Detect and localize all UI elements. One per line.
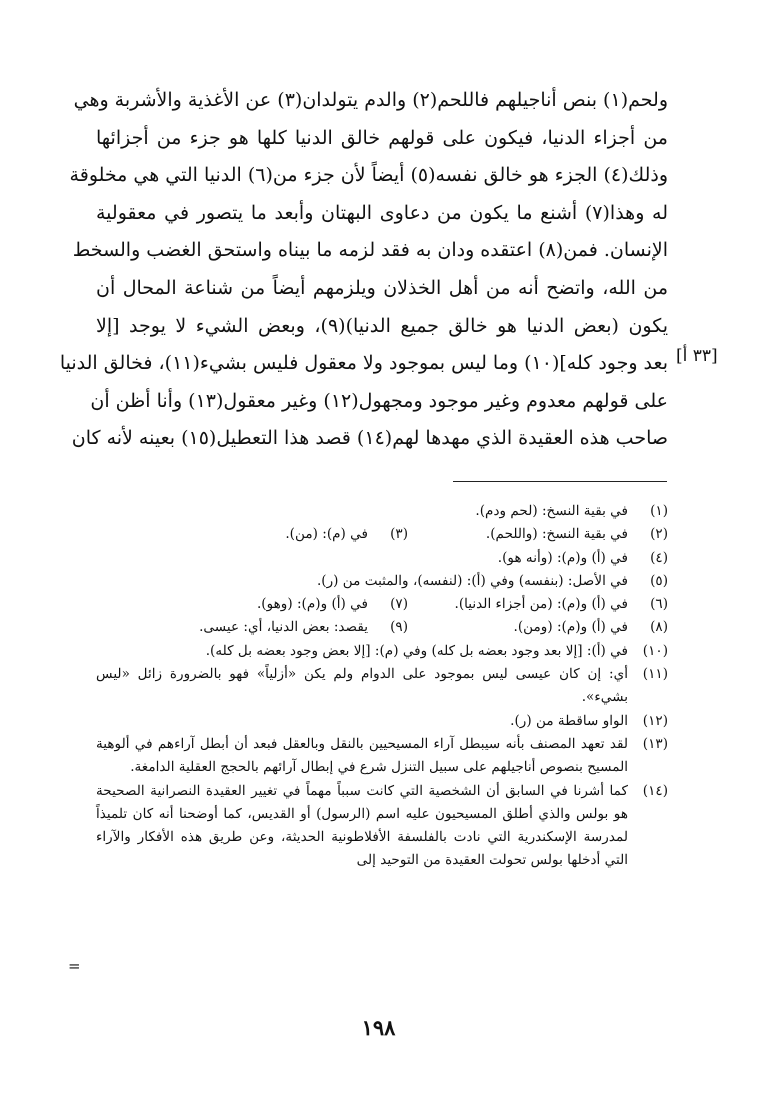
footnote-number: (١٢) [642,712,668,729]
footnote-14 [96,780,668,873]
footnotes-block [96,500,668,873]
footnote-row [96,523,668,546]
footnote-10 [96,640,668,663]
footnote-number: (٦) [650,596,668,613]
footnote-number: (٢) [650,526,668,543]
manuscript-folio-marker: [٣٣ أ] [676,346,718,366]
footnote-number: (٧) [390,596,408,613]
footnote-text: في (أ): [إلا بعد وجود بعضه بل كله) وفي (م): [إلا بعض وجود بعضه بل كله). [205,642,628,659]
text-line: يكون (بعض الدنيا هو خالق جميع الدنيا)(٩)، وبعض الشيء لا يوجد [إلا [96,314,668,337]
footnote-13 [96,733,668,780]
footnote-text: في (م): (من). [285,526,368,543]
footnote-number: (٥) [650,572,668,589]
text-line: من الله، واتضح أنه من أهل الخذلان ويلزمهم أيضاً من شناعة المحال أن [96,276,668,299]
text-line: ولحم(١) بنص أناجيلهم فاللحم(٢) والدم يتولدان(٣) عن الأغذية والأشربة وهي [73,89,668,111]
text-line: الإنسان. فمن(٨) اعتقده ودان به فقد لزمه ما بيناه واستحق الغضب والسخط [72,239,668,262]
footnote-separator [453,481,667,482]
text-line: صاحب هذه العقيدة الذي مهدها لهم(١٤) قصد هذا التعطيل(١٥) بعينه لأنه كان [71,427,668,450]
text-line: بعد وجود كله](١٠) وما ليس بموجود ولا معقول فليس بشيء(١١)، فخالق الدنيا [59,352,668,375]
footnote-2 [408,523,668,546]
footnote-12 [96,710,668,733]
footnote-text: في (أ) و(م): (وهو). [256,596,368,613]
text-line: له وهذا(٧) أشنع ما يكون من دعاوى البهتان وأبعد ما يتصور في معقولية [96,201,669,224]
footnote-4 [96,547,668,570]
footnote-number: (٨) [650,619,668,636]
footnote-number: (١) [650,503,668,519]
footnote-text: كما أشرنا في السابق أن الشخصية التي كانت سبباً مهماً في تغيير العقيدة النصرانية الصحيحة هو بولس والذي أطلق المسيحيون عليه اسم (الرسول) أو القديس، كما أوضحنا أنه كان تلميذاً لمدرسة الإسكندرية التي نادت بالفلسفة الأفلاطونية الحديثة، وعن طريق هذه الأفكار والآراء التي أدخلها بولس تحولت العقيدة من التوحيد إلى [96,782,628,869]
footnote-text: في (أ) و(م): (وأنه هو). [497,549,628,566]
footnote-text: الواو ساقطة من (ر). [510,712,628,729]
footnote-row [96,593,668,616]
footnote-7 [257,593,408,616]
footnote-text: في (أ) و(م): (من أجزاء الدنيا). [454,596,628,613]
footnote-number: (١١) [642,666,668,683]
footnote-11 [96,663,668,710]
footnote-text: لقد تعهد المصنف بأنه سيبطل آراء المسيحيين بالنقل وبالعقل فبعد أن أبطل آراءهم في ألوهية المسيح بنصوص أناجيلهم على سبيل التنزل شرع في إبطال آرائهم بالحجج العقلية الدامغة. [96,735,628,776]
footnote-5 [96,570,668,593]
footnote-3 [285,523,408,546]
footnote-number: (٣) [390,526,408,543]
footnote-number: (١٤) [642,782,668,799]
footnote-9 [199,616,408,639]
continuation-mark: = [68,957,81,975]
footnote-number: (١٠) [642,642,668,659]
footnote-text: في بقية النسخ: (واللحم). [485,526,628,543]
footnote-text: في بقية النسخ: (لحم ودم). [475,503,628,519]
text-line: من أجزاء الدنيا، فيكون على قولهم خالق الدنيا كلها هو جزء من أجزائها [96,126,668,149]
footnote-text: أي: إن كان عيسى ليس بموجود على الدوام ولم يكن «أزلياً» فهو بالضرورة زائل «ليس بشيء». [96,666,628,706]
footnote-1 [96,500,668,523]
footnote-number: (١٣) [642,735,668,752]
main-text-block [59,82,669,458]
footnote-number: (٤) [650,549,668,566]
footnote-6 [408,593,668,616]
footnote-row [96,616,668,639]
text-line: على قولهم معدوم وغير موجود ومجهول(١٢) وغير معقول(١٣) وأنا أظن أن [90,389,668,412]
footnote-number: (٩) [390,619,408,636]
footnote-text: في (أ) و(م): (ومن). [513,619,628,636]
footnote-text: يقصد: بعض الدنيا، أي: عيسى. [199,619,368,636]
footnote-8 [408,616,668,639]
text-line: وذلك(٤) الجزء هو خالق نفسه(٥) أيضاً لأن جزء من(٦) الدنيا التي هي مخلوقة [69,164,668,187]
page-number: ١٩٨ [361,1015,396,1040]
footnote-text: في الأصل: (بنفسه) وفي (أ): (لنفسه)، والمثبت من (ر). [316,572,628,589]
